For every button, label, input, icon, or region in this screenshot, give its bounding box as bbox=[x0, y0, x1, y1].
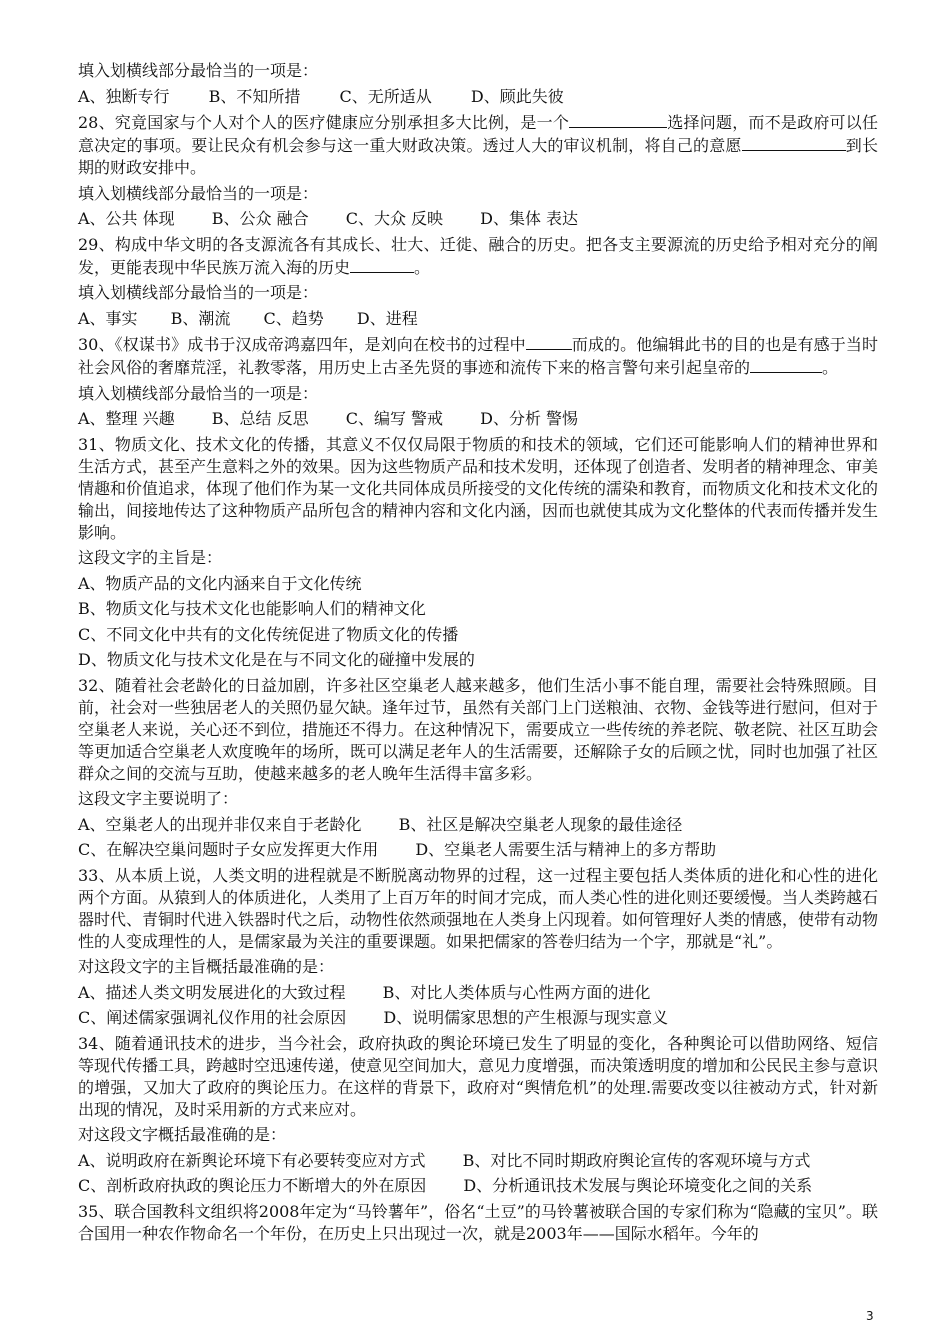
q28-options bbox=[78, 208, 878, 230]
q33-prompt: 对这段文字的主旨概括最准确的是： bbox=[78, 957, 335, 976]
q32-option-d: D、空巢老人需要生活与精神上的多方帮助 bbox=[415, 840, 717, 859]
q33-stem: 33、从本质上说，人类文明的进程就是不断脱离动物界的过程，这一过程主要包括人类体质的进化和心性的进化两个方面。从猿到人的体质进化，人类用了上百万年的时间才完成，而人类心性的进化则还要缓慢。当人类跨越石器时代、青铜时代进入铁器时代之后，动物性依然顽强地在人类身上闪现着。如何管理好人类的情感，使带有动物性的人变成理性的人，是儒家最为关注的重要课题。如果把儒家的答卷归结为一个字，那就是“礼”。 bbox=[78, 865, 879, 951]
q28-prompt: 填入划横线部分最恰当的一项是： bbox=[78, 183, 319, 203]
q28-blank-1 bbox=[569, 111, 667, 128]
q30-text-c: 。 bbox=[822, 358, 839, 377]
q32-option-a: A、空巢老人的出现并非仅来自于老龄化 bbox=[78, 814, 362, 834]
q27-option-c: C、无所适从 bbox=[339, 86, 432, 106]
q27-option-d: D、顾此失彼 bbox=[470, 86, 564, 106]
q28-option-d: D、集体 表达 bbox=[480, 209, 579, 228]
q32-option-c: C、在解决空巢问题时子女应发挥更大作用 bbox=[78, 840, 379, 859]
q34-option-a: A、说明政府在新舆论环境下有必要转变应对方式 bbox=[78, 1150, 426, 1170]
q34-option-b: B、对比不同时期政府舆论宣传的客观环境与方式 bbox=[462, 1150, 811, 1170]
q28-text-c: 到长期的财政安排中。 bbox=[78, 136, 878, 177]
q28-text-b: 选择问题，而不是政府可以任意决定的事项。要让民众有机会参与这一重大财政决策。透过人大的审议机制，将自己的意愿 bbox=[78, 113, 878, 155]
q32-stem: 32、随着社会老龄化的日益加剧，许多社区空巢老人越来越多，他们生活小事不能自理，需要社会特殊照顾。目前，社会对一些独居老人的关照仍显欠缺。逢年过节，虽然有关部门上门送粮油、衣物、金钱等进行慰问，但对于空巢老人来说，关心还不到位，措施还不得力。在这种情况下，需要成立一些传统的养老院、敬老院、社区互助会等更加适合空巢老人欢度晚年的场所，既可以满足老年人的生活需要，还解除子女的后顾之忧，同时也加强了社区群众之间的交流与互助，使越来越多的老人晚年生活得丰富多彩。 bbox=[78, 675, 879, 783]
q29-stem bbox=[78, 234, 878, 279]
q27-option-a: A、独断专行 bbox=[78, 86, 170, 106]
q30-options bbox=[78, 408, 878, 430]
q33-option-c: C、阐述儒家强调礼仪作用的社会原因 bbox=[78, 1008, 347, 1027]
page-number: 3 bbox=[866, 1309, 874, 1323]
q28-option-c: C、大众 反映 bbox=[345, 209, 444, 228]
q29-option-b: B、潮流 bbox=[170, 308, 231, 328]
q30-blank-1 bbox=[526, 333, 572, 350]
q33-option-d: D、说明儒家思想的产生根源与现实意义 bbox=[383, 1008, 669, 1027]
page-content bbox=[78, 60, 878, 1248]
q30-option-c: C、编写 警戒 bbox=[345, 409, 444, 428]
q29-options bbox=[78, 308, 878, 330]
q32-options-row-2 bbox=[78, 839, 878, 861]
q31-option-a: A、物质产品的文化内涵来自于文化传统 bbox=[78, 573, 362, 593]
q31-option-c: C、不同文化中共有的文化传统促进了物质文化的传播 bbox=[78, 624, 459, 644]
q34-option-d: D、分析通讯技术发展与舆论环境变化之间的关系 bbox=[463, 1176, 813, 1195]
q30-prompt: 填入划横线部分最恰当的一项是： bbox=[78, 383, 319, 403]
q32-options-row-1 bbox=[78, 814, 878, 836]
q29-blank bbox=[350, 256, 414, 273]
q34-stem: 34、随着通讯技术的进步，当今社会，政府执政的舆论环境已发生了明显的变化，各种舆论可以借助网络、短信等现代传播工具，跨越时空迅速传递，使意见空间加大，意见力度增强，而决策透明度的增加和公民民主参与意识的增强，又加大了政府的舆论压力。在这样的背景下，政府对“舆情危机”的处理.需要改变以往被动方式，针对新出现的情况，及时采用新的方式来应对。 bbox=[78, 1033, 879, 1119]
q29-text-a: 29、构成中华文明的各支源流各有其成长、壮大、迁徙、融合的历史。把各支主要源流的历史给予相对充分的阐发，更能表现中华民族万流入海的历史 bbox=[78, 234, 878, 277]
q30-text-a: 30、《权谋书》成书于汉成帝鸿嘉四年，是刘向在校书的过程中 bbox=[78, 335, 526, 354]
q30-option-b: B、总结 反思 bbox=[211, 409, 309, 428]
q34-options-row-2 bbox=[78, 1175, 878, 1197]
q32-prompt: 这段文字主要说明了： bbox=[78, 789, 239, 808]
q31-stem: 31、物质文化、技术文化的传播，其意义不仅仅局限于物质的和技术的领域，它们还可能影响人们的精神世界和生活方式，甚至产生意料之外的效果。因为这些物质产品和技术发明，还体现了创造者、发明者的精神理念、审美情趣和价值追求，体现了他们作为某一文化共同体成员所接受的文化传统的濡染和教育，而物质文化和技术文化的输出，间接地传达了这种物质产品所包含的精神内容和文化内涵，因而也就使其成为文化整体的代表而传播并发生影响。 bbox=[78, 434, 879, 542]
q34-prompt: 对这段文字概括最准确的是： bbox=[78, 1125, 287, 1144]
q33-options-row-2 bbox=[78, 1007, 878, 1029]
q32-option-b: B、社区是解决空巢老人现象的最佳途径 bbox=[398, 814, 683, 834]
q28-option-a: A、公共 体现 bbox=[78, 209, 175, 228]
q29-text-b: 。 bbox=[414, 257, 431, 277]
q30-option-a: A、整理 兴趣 bbox=[78, 409, 175, 428]
q29-option-a: A、事实 bbox=[78, 308, 138, 328]
q34-option-c: C、剖析政府执政的舆论压力不断增大的外在原因 bbox=[78, 1176, 427, 1195]
q31-prompt: 这段文字的主旨是： bbox=[78, 548, 223, 567]
q30-option-d: D、分析 警惕 bbox=[480, 409, 579, 428]
q31-option-b: B、物质文化与技术文化也能影响人们的精神文化 bbox=[78, 599, 426, 618]
q30-blank-2 bbox=[750, 356, 822, 373]
q29-option-d: D、进程 bbox=[356, 308, 418, 328]
q29-prompt: 填入划横线部分最恰当的一项是： bbox=[78, 283, 319, 302]
q28-blank-2 bbox=[742, 134, 846, 151]
q27-option-b: B、不知所措 bbox=[208, 86, 301, 106]
q33-options-row-1 bbox=[78, 982, 878, 1004]
q28-stem bbox=[78, 111, 878, 179]
q30-text-b: 而成的。他编辑此书的目的也是有感于当时社会风俗的奢靡荒淫，礼教零落，用历史上古圣先贤的事迹和流传下来的格言警句来引起皇帝的 bbox=[78, 335, 878, 377]
q33-option-a: A、描述人类文明发展进化的大致过程 bbox=[78, 982, 346, 1002]
q29-option-c: C、趋势 bbox=[263, 308, 324, 328]
q30-stem bbox=[78, 333, 878, 379]
q27-prompt: 填入划横线部分最恰当的一项是： bbox=[78, 61, 319, 80]
q33-option-b: B、对比人类体质与心性两方面的进化 bbox=[382, 982, 651, 1002]
q31-option-d: D、物质文化与技术文化是在与不同文化的碰撞中发展的 bbox=[78, 650, 475, 669]
q27-options bbox=[78, 86, 878, 108]
q34-options-row-1 bbox=[78, 1150, 878, 1172]
q28-text-a: 28、究竟国家与个人对个人的医疗健康应分别承担多大比例，是一个 bbox=[78, 113, 570, 132]
q35-stem: 35、联合国教科文组织将2008年定为“马铃薯年”，俗名“土豆”的马铃薯被联合国的专家们称为“隐藏的宝贝”。联合国用一种农作物命名一个年份，在历史上只出现过一次，就是2003年——国际水稻年。今年的 bbox=[78, 1201, 878, 1243]
q28-option-b: B、公众 融合 bbox=[211, 209, 309, 228]
